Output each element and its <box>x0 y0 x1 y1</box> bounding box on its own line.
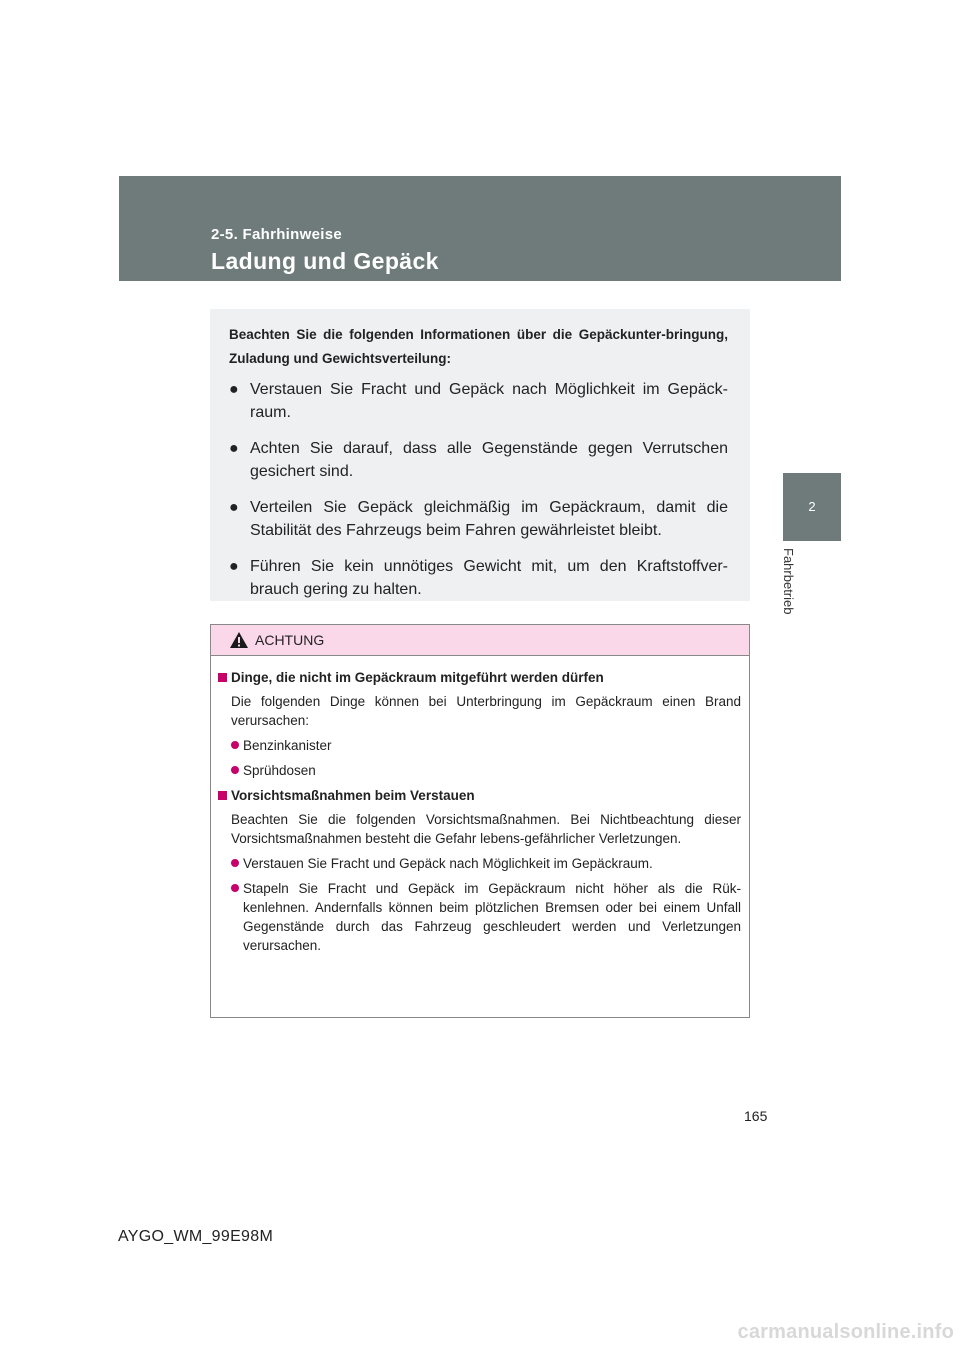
bullet-dot-icon <box>231 884 239 892</box>
warning-body <box>211 656 749 955</box>
warning-section-heading: Dinge, die nicht im Gepäckraum mitgeführt werden dürfen <box>218 668 741 687</box>
warning-list-item: Sprühdosen <box>218 761 741 780</box>
intro-item-text: Achten Sie darauf, dass alle Gegenstände gegen Verrutschen gesichert sind. <box>250 440 728 480</box>
warning-list-item: Verstauen Sie Fracht und Gepäck nach Möglichkeit im Gepäckraum. <box>218 854 741 873</box>
warning-paragraph: Die folgenden Dinge können bei Unterbringung im Gepäckraum einen Brand verursachen: <box>231 694 741 728</box>
bullet-dot-icon: ● <box>229 558 239 575</box>
square-bullet-icon <box>218 791 227 800</box>
bullet-dot-icon: ● <box>229 381 239 398</box>
bullet-dot-icon: ● <box>229 499 239 516</box>
warning-section-heading: Vorsichtsmaßnahmen beim Verstauen <box>218 786 741 805</box>
bullet-dot-icon <box>231 741 239 749</box>
document-code: AYGO_WM_99E98M <box>118 1228 274 1245</box>
page-title: Ladung und Gepäck <box>211 248 439 274</box>
intro-item <box>229 378 728 424</box>
warning-list-item: Benzinkanister <box>218 736 741 755</box>
bullet-dot-icon <box>231 766 239 774</box>
watermark: carmanualsonline.info <box>737 1321 954 1343</box>
intro-item <box>229 555 728 601</box>
intro-item <box>229 437 728 483</box>
bullet-dot-icon <box>231 859 239 867</box>
chapter-tab[interactable]: 2 <box>783 473 841 541</box>
chapter-label: Fahrbetrieb <box>781 548 796 615</box>
intro-item-text: Verstauen Sie Fracht und Gepäck nach Möglichkeit im Gepäck-raum. <box>250 381 728 421</box>
warning-title: ACHTUNG <box>255 632 325 648</box>
chapter-side-label <box>780 548 804 630</box>
bullet-dot-icon: ● <box>229 440 239 457</box>
warning-header <box>211 625 749 656</box>
intro-lead: Beachten Sie die folgenden Informationen über die Gepäckunter-bringung, Zuladung und Gewichtsverteilung: <box>229 327 728 366</box>
warning-triangle-icon <box>229 631 249 649</box>
warning-paragraph: Beachten Sie die folgenden Vorsichtsmaßnahmen. Bei Nichtbeachtung dieser Vorsichtsmaßnahmen besteht die Gefahr lebens-gefährlicher Verletzungen. <box>231 812 741 846</box>
page-number: 165 <box>744 1108 768 1124</box>
section-label: 2-5. Fahrhinweise <box>211 226 342 243</box>
intro-item-text: Führen Sie kein unnötiges Gewicht mit, um den Kraftstoffver-brauch gering zu halten. <box>250 558 728 598</box>
intro-item-text: Verteilen Sie Gepäck gleichmäßig im Gepäckraum, damit die Stabilität des Fahrzeugs beim Fahren gewährleistet bleibt. <box>250 499 728 539</box>
warning-list-item: Stapeln Sie Fracht und Gepäck im Gepäckraum nicht höher als die Rük-kenlehnen. Andernfalls können beim plötzlichen Bremsen oder bei einem Unfall Gegenstände durch das Fahrzeug geschleudert werden und Verletzungen verursachen. <box>218 879 741 955</box>
square-bullet-icon <box>218 673 227 682</box>
warning-box <box>210 624 750 1018</box>
intro-item <box>229 496 728 542</box>
intro-box <box>210 309 750 601</box>
